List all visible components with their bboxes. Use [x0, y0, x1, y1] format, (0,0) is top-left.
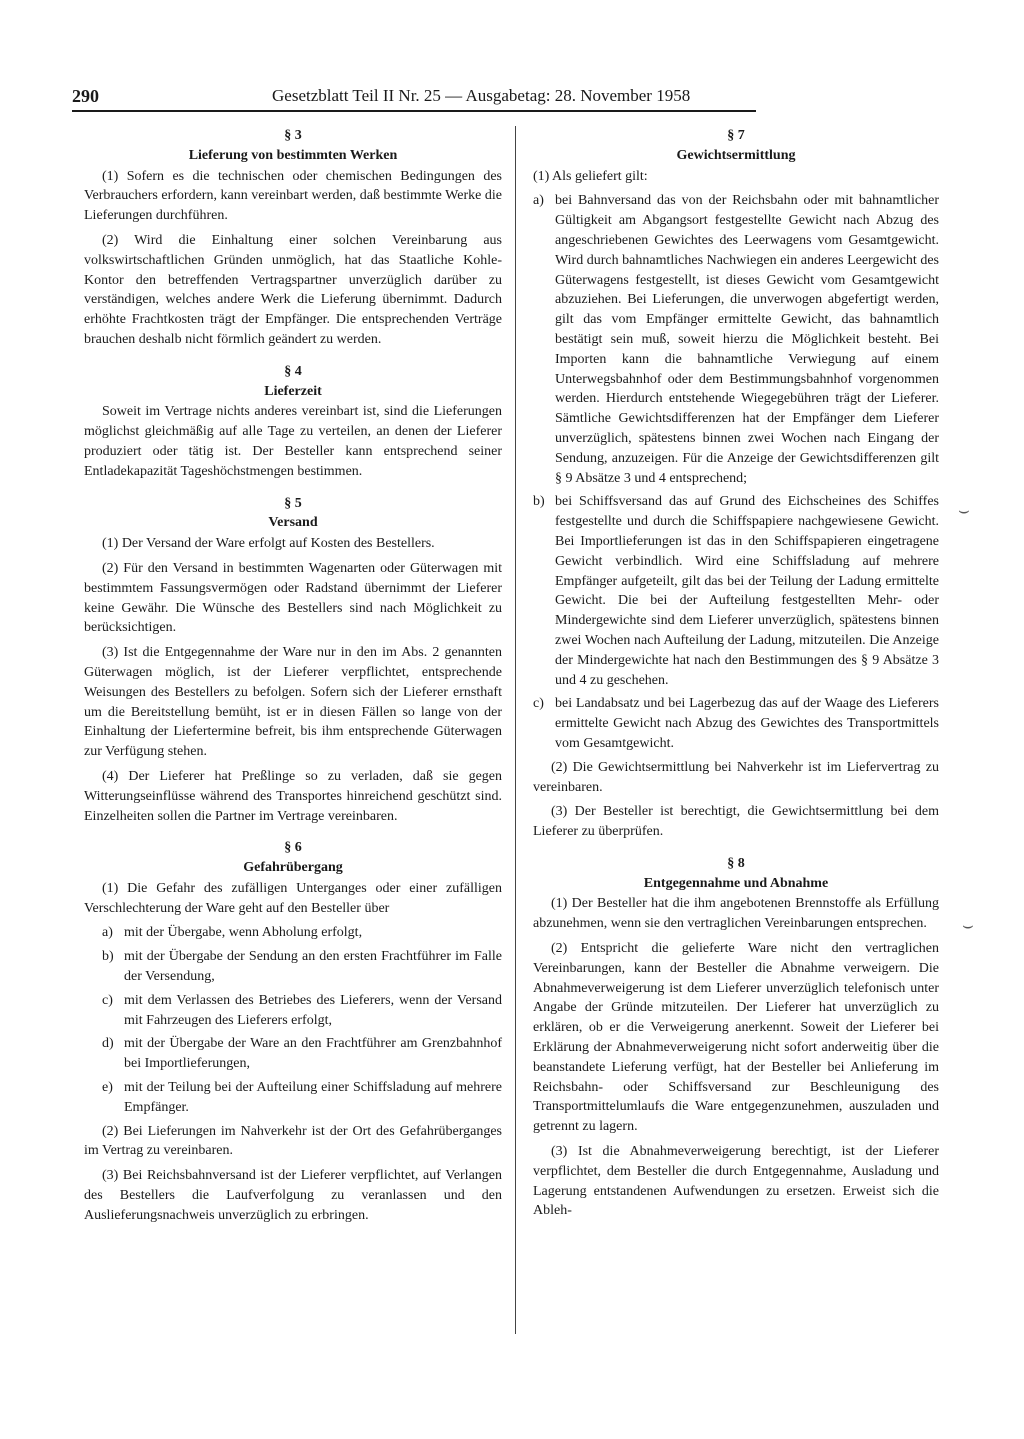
list-text: mit dem Verlassen des Betriebes des Lieferers, wenn der Versand mit Fahrzeugen des Lieferers erfolgt, [124, 992, 502, 1028]
section-8 [533, 854, 939, 1221]
section-number: § 5 [284, 495, 302, 511]
section-title: Lieferzeit [264, 383, 322, 399]
list-text: bei Bahnversand das von der Reichsbahn oder mit bahnamtlicher Gültigkeit am Abgangsort festgestellte Gewicht nach Abzug des angeschriebenen Gewichtes des Leerwagens vom Gesamtgewicht. Wird durch bahnamtliches Nachwiegen ein anderes Leergewicht des Güterwagens festgestellt, ist dieses Gewicht vom Gesamtgewicht abzuziehen. Bei Lieferungen, die unverwogen abgefertigt werden, gilt das vom Empfänger ermittelte Gewicht, das bahnamtlich bestätigt sein muß, soweit hierzu die Möglichkeit besteht. Bei Importen kann die bahnamtliche Verwiegung auf einem Unterwegsbahnhof oder dem Bestimmungsbahnhof vorgenommen werden. Hierdurch entstehende Wiegegebühren trägt der Lieferer. Sämtliche Gewichtsdifferenzen hat der Empfänger dem Lieferer unverzüglich, spätestens binnen zwei Wochen nach Eingang der Sendung, anzuzeigen. Für die Anzeige der Gewichtsdifferenzen gilt § 9 Absätze 3 und 4 entsprechend; [555, 193, 939, 486]
paragraph: (4) Der Lieferer hat Preßlinge so zu verladen, daß sie gegen Witterungseinflüsse während des Transportes hinreichend geschützt sind. Einzelheiten sollen die Partner im Vertrage vereinbaren. [84, 768, 502, 824]
paragraph: Soweit im Vertrage nichts anderes vereinbart ist, sind die Lieferungen möglichst gleichmäßig auf alle Tage zu verteilen, an denen der Lieferer produziert oder tätig ist. Der Besteller kann entsprechend seiner Entladekapazität Tageshöchstmengen bestimmen. [84, 404, 502, 479]
list-label: b) [102, 949, 114, 965]
section-number: § 7 [727, 128, 745, 143]
paragraph: (3) Ist die Abnahmeverweigerung berechtigt, ist der Lieferer verpflichtet, dem Besteller die durch Entgegennahme, Ausladung und Lagerung entstandenen Aufwendungen zu ersetzen. Erweist sich die Ableh- [533, 1144, 939, 1219]
section-6 [84, 838, 502, 1225]
list-label: a) [533, 193, 544, 209]
section-5 [84, 494, 502, 827]
list-text: mit der Übergabe der Sendung an den ersten Frachtführer im Falle der Versendung, [124, 949, 502, 985]
section-title: Entgegennahme und Abnahme [643, 875, 829, 891]
paragraph: (2) Wird die Einhaltung einer solchen Vereinbarung aus volkswirtschaftlichen Gründen unmöglich, hat das Staatliche Kohle-Kontor den betreffenden Vertragspartner unverzüglich darüber zu verständigen, welches andere Werk die Lieferung übernimmt. Dadurch erhöhte Frachtkosten trägt der Empfänger. Die entsprechenden Verträge brauchen deshalb nicht förmlich geändert zu werden. [84, 232, 502, 347]
list-item [533, 492, 939, 690]
right-column [533, 126, 939, 1233]
list-label: a) [102, 925, 113, 941]
paragraph: (2) Für den Versand in bestimmten Wagenarten oder Güterwagen mit bestimmtem Fassungsvermögen oder Radstand übernimmt der Lieferer keine Gewähr. Die Wünsche des Bestellers sind nach Möglichkeit zu berücksichtigen. [84, 560, 502, 636]
margin-mark: ⌣ [958, 500, 970, 520]
paragraph: (1) Der Besteller hat die ihm angebotenen Brennstoffe als Erfüllung abzunehmen, wenn sie den vertraglichen Vereinbarungen entsprechen. [533, 896, 939, 932]
list-item [533, 694, 939, 753]
section-title: Gewichtsermittlung [676, 147, 796, 163]
list-label: b) [533, 494, 545, 510]
margin-mark: ⌣ [962, 915, 974, 935]
section-number: § 8 [727, 855, 745, 871]
list-text: mit der Übergabe der Ware an den Frachtführer am Grenzbahnhof bei Importlieferungen, [124, 1036, 502, 1072]
gazette-title: Gesetzblatt Teil II Nr. 25 — Ausgabetag: 28. November 1958 [272, 86, 691, 105]
column-divider [515, 126, 516, 1334]
list-item [102, 1078, 502, 1118]
paragraph: (1) Die Gefahr des zufälligen Unterganges oder einer zufälligen Verschlechterung der Ware geht auf den Besteller über [84, 880, 502, 916]
list-text: mit der Teilung bei der Aufteilung einer Schiffsladung auf mehrere Empfänger. [124, 1080, 502, 1115]
list-label: d) [102, 1036, 114, 1052]
section-number: § 3 [284, 128, 302, 143]
paragraph: (1) Sofern es die technischen oder chemischen Bedingungen des Verbrauchers erfordern, kann vereinbart werden, daß bestimmte Werke die Lieferungen durchführen. [84, 168, 502, 224]
left-column [84, 126, 502, 1238]
list-item [102, 991, 502, 1031]
page-number: 290 [72, 86, 99, 106]
section-title: Versand [268, 515, 318, 531]
paragraph: (2) Bei Lieferungen im Nahverkehr ist der Ort des Gefahrüberganges im Vertrag zu vereinbaren. [84, 1123, 502, 1159]
page-header [72, 86, 756, 112]
paragraph: (3) Ist die Entgegennahme der Ware nur in den im Abs. 2 genannten Güterwagen möglich, ist der Lieferer verpflichtet, entsprechende Weisungen des Bestellers zu befolgen. Sofern sich der Lieferer ernsthaft um die Bereitstellung bemüht, ist er in diesen Fällen so lange von der Einhaltung der Liefertermine befreit, bis ihm entsprechende Güterwagen zur Verfügung stehen. [84, 645, 502, 760]
paragraph: (1) Als geliefert gilt: [533, 168, 648, 184]
list-item [102, 947, 502, 987]
paragraph: (2) Entspricht die gelieferte Ware nicht den vertraglichen Vereinbarungen, kann der Besteller die Abnahme verweigern. Die Abnahmeverweigerung ist dem Lieferer unverzüglich telefonisch unter Angabe der Gründe mitzuteilen. Der Lieferer hat unverzüglich zu erklären, ob er die Verweigerung anerkennt. Soweit der Lieferer bei Erklärung der Abnahmeverweigerung nicht sofort anderweitig über die beanstandete Lieferung verfügt, hat der Besteller bei Anlieferung im Reichsbahn- oder Schiffsversand zur Beschleunigung des Transportmittelumlaufs die Ware entgegenzunehmen, auszuladen und getrennt zu lagern. [533, 941, 939, 1135]
paragraph: (3) Bei Reichsbahnversand ist der Lieferer verpflichtet, auf Verlangen des Bestellers die Laufverfolgung zu veranlassen und den Auslieferungsnachweis unverzüglich zu erbringen. [84, 1168, 502, 1223]
section-3 [84, 126, 502, 350]
paragraph: (2) Die Gewichtsermittlung bei Nahverkehr ist im Liefervertrag zu vereinbaren. [533, 759, 939, 795]
section-7 [533, 126, 939, 842]
paragraph: (1) Der Versand der Ware erfolgt auf Kosten des Bestellers. [102, 536, 435, 552]
list-item [102, 923, 502, 943]
list-text: mit der Übergabe, wenn Abholung erfolgt, [124, 925, 363, 941]
paragraph: (3) Der Besteller ist berechtigt, die Gewichtsermittlung bei dem Lieferer zu überprüfen. [533, 804, 939, 840]
list-label: c) [533, 696, 544, 712]
list-label: c) [102, 992, 113, 1008]
list-text: bei Schiffsversand das auf Grund des Eichscheines des Schiffes festgestellte und durch die Schiffspapiere nachgewiesene Gewicht. Bei Importlieferungen ist das in den Schiffspapieren eingetragene Gewicht verbindlich. Wird eine Schiffsladung auf mehrere Empfänger aufgeteilt, gilt das bei der Teilung der Ladung ermittelte Gewicht. Die bei der Aufteilung festgestellten Mehr- oder Mindergewichte sind dem Lieferer unverzüglich, spätestens binnen zwei Wochen nach Aufteilung der Ladung, mitzuteilen. Die Anzeige der Mindergewichte hat nach den Bestimmungen des § 9 Absätze 3 und 4 zu geschehen. [555, 494, 939, 688]
section-number: § 6 [284, 840, 302, 856]
list-item [533, 191, 939, 488]
section-number: § 4 [284, 363, 302, 379]
list-text: bei Landabsatz und bei Lagerbezug das auf der Waage des Lieferers ermittelte Gewicht nach Abzug des Gewichtes des Transportmittels vom Gesamtgewicht. [555, 696, 939, 751]
list-label: e) [102, 1080, 113, 1096]
section-4 [84, 362, 502, 482]
section-title: Gefahrübergang [243, 860, 343, 876]
section-title: Lieferung von bestimmten Werken [188, 147, 398, 163]
list-item [102, 1034, 502, 1074]
